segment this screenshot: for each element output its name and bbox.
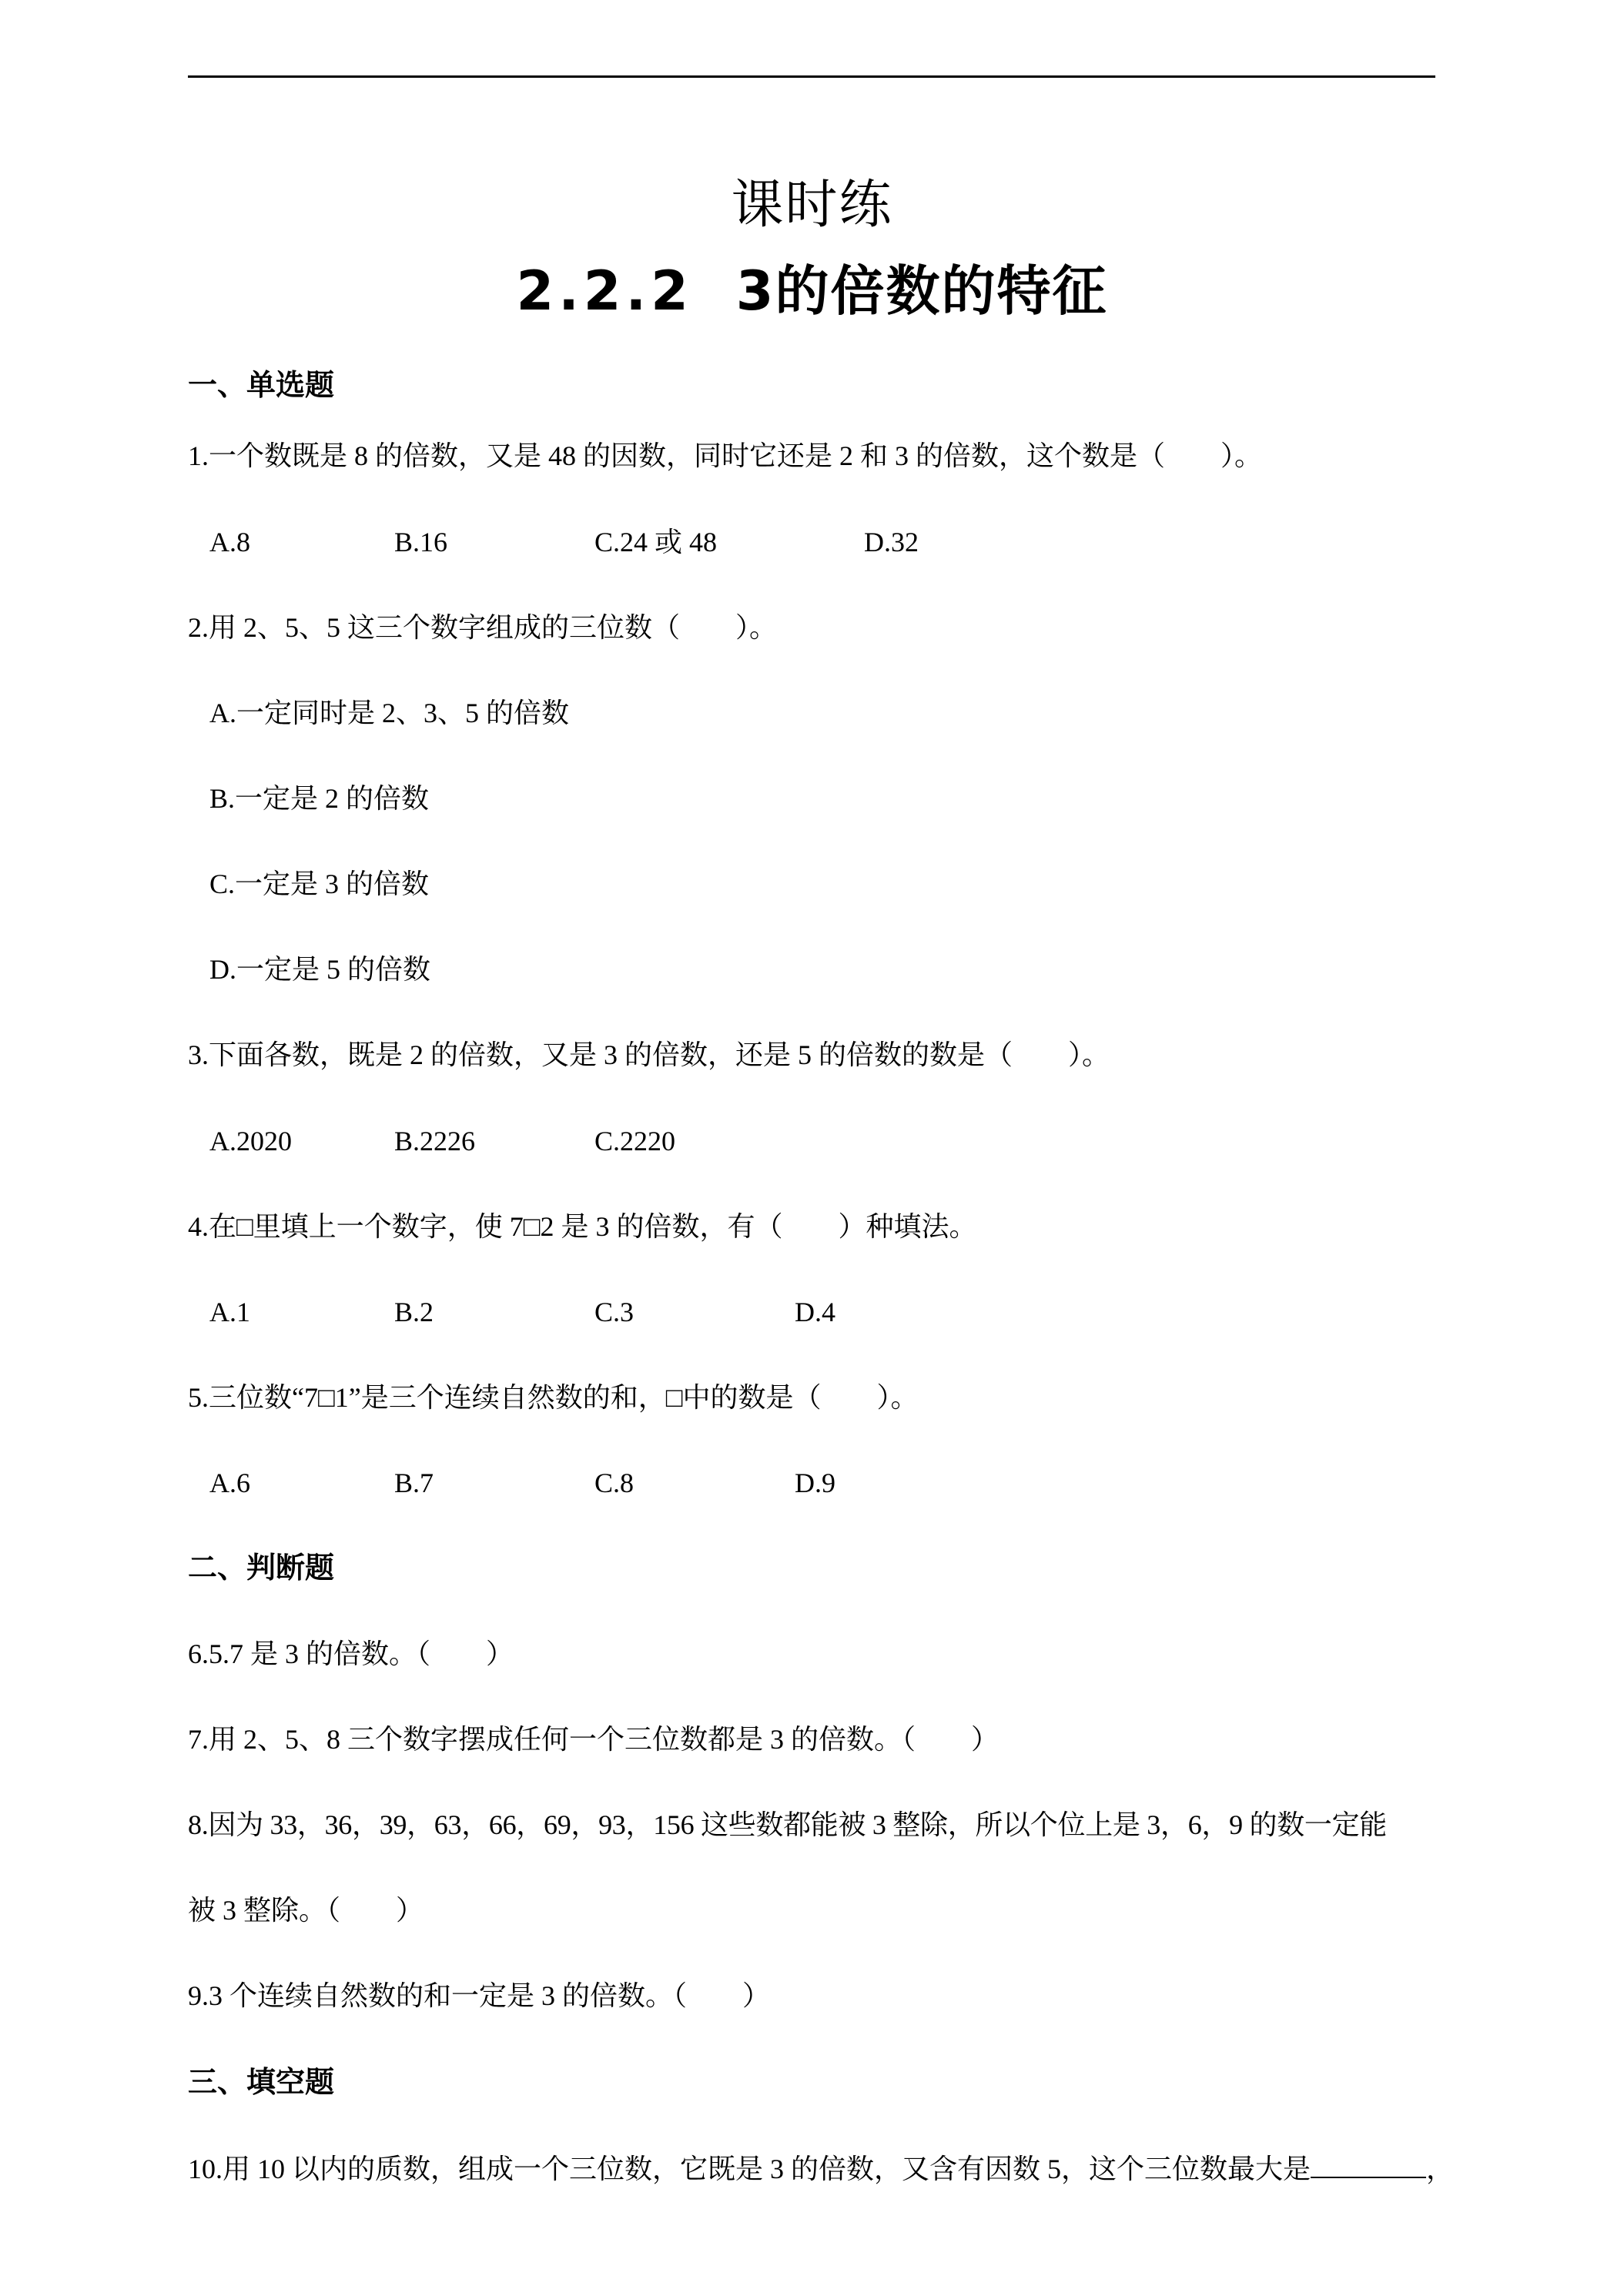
question-4-options [209, 1295, 1442, 1329]
lesson-topic: 3的倍数的特征 [735, 259, 1108, 323]
question-1-option-d[interactable]: D.32 [864, 527, 919, 557]
question-1-text: 1.一个数既是 8 的倍数，又是 48 的因数，同时它还是 2 和 3 的倍数，这个数是（ ）。 [188, 440, 1263, 471]
question-8-text-line-2: 被 3 整除。（ ） [188, 1895, 424, 1926]
question-5-option-b[interactable]: B.7 [394, 1468, 434, 1498]
question-2-option-c[interactable]: C.一定是 3 的倍数 [209, 869, 430, 899]
answer-blank[interactable] [1311, 2150, 1426, 2178]
question-3-option-c[interactable]: C.2220 [594, 1126, 676, 1156]
page-subtitle [0, 248, 1624, 326]
question-2-option-d[interactable]: D.一定是 5 的倍数 [209, 954, 430, 985]
question-4-option-a[interactable]: A.1 [209, 1297, 250, 1327]
question-1-option-b[interactable]: B.16 [394, 527, 448, 557]
question-8-text-line-1: 8.因为 33，36，39，63，66，69，93，156 这些数都能被 3 整除，所以个位上是 3，6，9 的数一定能 [188, 1809, 1388, 1840]
question-3-text: 3.下面各数，既是 2 的倍数，又是 3 的倍数，还是 5 的倍数的数是（ ）。 [188, 1039, 1110, 1070]
question-9-text: 9.3 个连续自然数的和一定是 3 的倍数。（ ） [188, 1980, 771, 2011]
question-10-prompt: 10.用 10 以内的质数，组成一个三位数，它既是 3 的倍数，又含有因数 5，这个三位数最大是 [188, 2154, 1311, 2184]
question-2-option-a[interactable]: A.一定同时是 2、3、5 的倍数 [209, 698, 569, 728]
section-heading-true-false: 二、判断题 [188, 1551, 335, 1585]
question-4-option-d[interactable]: D.4 [795, 1297, 835, 1327]
question-1-option-c[interactable]: C.24 或 48 [594, 527, 718, 557]
question-3-option-a[interactable]: A.2020 [209, 1126, 292, 1156]
question-5-text: 5.三位数“7□1”是三个连续自然数的和，□中的数是（ ）。 [188, 1382, 919, 1413]
question-3-options [209, 1124, 1442, 1158]
lesson-code: 2.2.2 [516, 259, 693, 323]
question-5-option-d[interactable]: D.9 [795, 1468, 835, 1498]
question-2-option-b[interactable]: B.一定是 2 的倍数 [209, 783, 430, 814]
question-3-option-b[interactable]: B.2226 [394, 1126, 476, 1156]
question-10-text [188, 2150, 1454, 2186]
section-heading-single-choice: 一、单选题 [188, 368, 335, 402]
question-5-options [209, 1466, 1442, 1500]
question-1-option-a[interactable]: A.8 [209, 527, 250, 557]
question-4-text: 4.在□里填上一个数字，使 7□2 是 3 的倍数，有（ ）种填法。 [188, 1211, 977, 1242]
question-4-option-b[interactable]: B.2 [394, 1297, 434, 1327]
question-5-option-c[interactable]: C.8 [594, 1468, 635, 1498]
header-rule [188, 75, 1435, 78]
page-title: 课时练 [731, 175, 893, 236]
question-10-trailing: ， [1426, 2154, 1455, 2184]
question-7-text: 7.用 2、5、8 三个数字摆成任何一个三位数都是 3 的倍数。（ ） [188, 1724, 1000, 1755]
question-2-text: 2.用 2、5、5 这三个数字组成的三位数（ ）。 [188, 612, 778, 643]
question-5-option-a[interactable]: A.6 [209, 1468, 250, 1498]
question-6-text: 6.5.7 是 3 的倍数。（ ） [188, 1638, 514, 1669]
question-4-option-c[interactable]: C.3 [594, 1297, 635, 1327]
section-heading-fill-in: 三、填空题 [188, 2065, 335, 2099]
question-1-options [209, 525, 1442, 559]
